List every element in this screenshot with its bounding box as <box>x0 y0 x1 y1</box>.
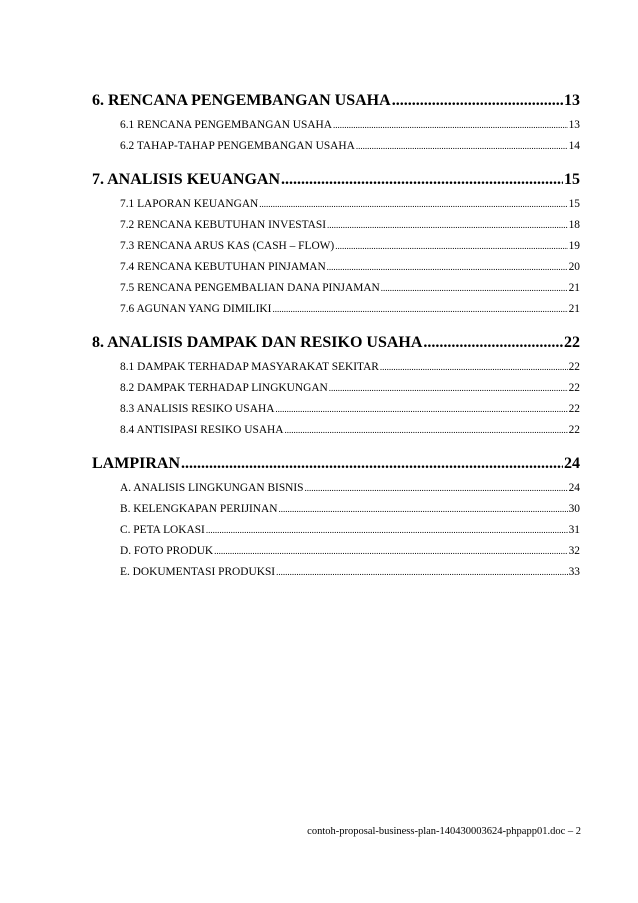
dot-leader <box>423 332 563 354</box>
toc-entry-page: 24 <box>568 482 580 494</box>
toc-entry-page: 22 <box>568 424 580 436</box>
toc-entry-page: 31 <box>568 524 580 536</box>
toc-entry[interactable] <box>92 299 580 320</box>
toc-entry[interactable] <box>92 499 580 520</box>
toc-entry[interactable] <box>92 562 580 583</box>
toc-entry[interactable] <box>92 215 580 236</box>
toc-entry-label: E. DOKUMENTASI PRODUKSI <box>120 566 276 578</box>
toc-entry-label: 8.2 DAMPAK TERHADAP LINGKUNGAN <box>120 382 328 394</box>
toc-entry-page: 15 <box>568 198 580 210</box>
toc-entry[interactable] <box>92 136 580 157</box>
dot-leader <box>272 299 567 320</box>
toc-entry[interactable] <box>92 257 580 278</box>
toc-heading-title: LAMPIRAN <box>92 455 180 472</box>
toc-entry[interactable] <box>92 278 580 299</box>
dot-leader <box>285 420 568 441</box>
dot-leader <box>281 169 563 191</box>
table-of-contents <box>92 90 580 595</box>
toc-heading-page: 13 <box>564 92 580 109</box>
toc-entry-label: 7.5 RENCANA PENGEMBALIAN DANA PINJAMAN <box>120 282 380 294</box>
toc-heading-page: 24 <box>564 455 580 472</box>
toc-heading[interactable] <box>92 169 580 191</box>
toc-heading-title: 8. ANALISIS DAMPAK DAN RESIKO USAHA <box>92 334 423 351</box>
toc-entry-page: 19 <box>568 240 580 252</box>
toc-entry[interactable] <box>92 115 580 136</box>
dot-leader <box>181 453 563 475</box>
toc-entry[interactable] <box>92 541 580 562</box>
toc-entry-page: 33 <box>568 566 580 578</box>
toc-heading[interactable] <box>92 90 580 112</box>
toc-entry-page: 13 <box>568 119 580 131</box>
toc-entry-page: 32 <box>568 545 580 557</box>
toc-entry-page: 30 <box>568 503 580 515</box>
toc-entry[interactable] <box>92 420 580 441</box>
toc-entry[interactable] <box>92 378 580 399</box>
toc-section <box>92 453 580 583</box>
dot-leader <box>214 541 567 562</box>
dot-leader <box>335 236 567 257</box>
dot-leader <box>276 562 568 583</box>
toc-entry-page: 22 <box>568 403 580 415</box>
dot-leader <box>206 520 568 541</box>
toc-entry[interactable] <box>92 194 580 215</box>
dot-leader <box>329 378 568 399</box>
toc-entry-label: B. KELENGKAPAN PERIJINAN <box>120 503 278 515</box>
dot-leader <box>380 357 568 378</box>
page-footer: contoh-proposal-business-plan-140430003624-phpapp01.doc – 2 <box>307 826 581 837</box>
toc-entry-label: D. FOTO PRODUK <box>120 545 214 557</box>
dot-leader <box>392 90 563 112</box>
toc-entry-page: 14 <box>568 140 580 152</box>
toc-entry[interactable] <box>92 399 580 420</box>
toc-entry-page: 22 <box>568 382 580 394</box>
toc-entry-label: 7.3 RENCANA ARUS KAS (CASH – FLOW) <box>120 240 335 252</box>
toc-heading-page: 22 <box>564 334 580 351</box>
toc-entry-page: 22 <box>568 361 580 373</box>
toc-section <box>92 332 580 441</box>
toc-entry-label: 8.3 ANALISIS RESIKO USAHA <box>120 403 275 415</box>
toc-entry-label: 6.2 TAHAP-TAHAP PENGEMBANGAN USAHA <box>120 140 355 152</box>
dot-leader <box>333 115 568 136</box>
dot-leader <box>381 278 568 299</box>
toc-entry-label: 8.4 ANTISIPASI RESIKO USAHA <box>120 424 284 436</box>
dot-leader <box>275 399 567 420</box>
toc-entry[interactable] <box>92 478 580 499</box>
dot-leader <box>278 499 567 520</box>
toc-heading[interactable] <box>92 453 580 475</box>
dot-leader <box>327 215 568 236</box>
toc-entry-label: 6.1 RENCANA PENGEMBANGAN USAHA <box>120 119 333 131</box>
toc-heading-title: 7. ANALISIS KEUANGAN <box>92 171 281 188</box>
toc-entry[interactable] <box>92 236 580 257</box>
toc-heading-page: 15 <box>564 171 580 188</box>
dot-leader <box>327 257 568 278</box>
toc-section <box>92 169 580 320</box>
toc-entry[interactable] <box>92 357 580 378</box>
toc-heading-title: 6. RENCANA PENGEMBANGAN USAHA <box>92 92 391 109</box>
toc-entry-label: 8.1 DAMPAK TERHADAP MASYARAKAT SEKITAR <box>120 361 379 373</box>
toc-entry-label: 7.6 AGUNAN YANG DIMILIKI <box>120 303 272 315</box>
toc-entry-page: 21 <box>568 282 580 294</box>
toc-heading[interactable] <box>92 332 580 354</box>
toc-entry-page: 20 <box>568 261 580 273</box>
dot-leader <box>305 478 568 499</box>
toc-entry-label: 7.4 RENCANA KEBUTUHAN PINJAMAN <box>120 261 326 273</box>
toc-entry[interactable] <box>92 520 580 541</box>
toc-entry-label: 7.1 LAPORAN KEUANGAN <box>120 198 259 210</box>
toc-section <box>92 90 580 157</box>
dot-leader <box>356 136 568 157</box>
dot-leader <box>259 194 567 215</box>
toc-entry-page: 18 <box>568 219 580 231</box>
toc-entry-label: A. ANALISIS LINGKUNGAN BISNIS <box>120 482 304 494</box>
toc-entry-page: 21 <box>568 303 580 315</box>
toc-entry-label: 7.2 RENCANA KEBUTUHAN INVESTASI <box>120 219 327 231</box>
toc-entry-label: C. PETA LOKASI <box>120 524 205 536</box>
